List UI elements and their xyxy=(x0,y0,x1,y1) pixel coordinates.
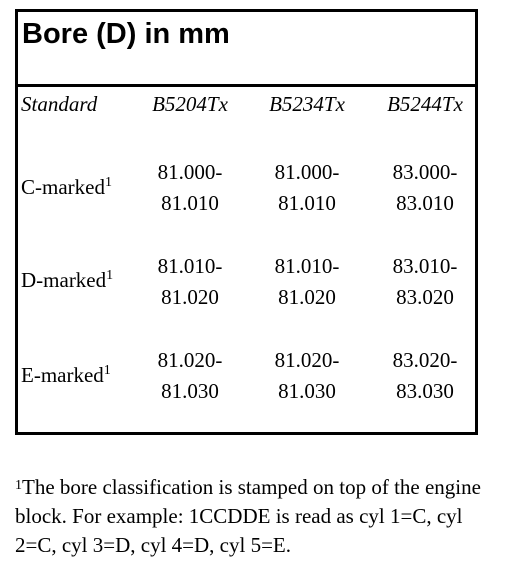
range-start: 83.020- xyxy=(392,348,458,372)
table-cell xyxy=(135,157,245,219)
range-end: 83.030 xyxy=(396,379,454,403)
range-end: 81.010 xyxy=(278,191,336,215)
header-b5234tx: B5234Tx xyxy=(269,92,345,116)
footnote xyxy=(15,473,495,560)
header-standard: Standard xyxy=(21,92,98,116)
table-cell xyxy=(370,157,480,219)
range-start: 81.010- xyxy=(157,254,223,278)
title-divider xyxy=(18,84,475,87)
row-label-e-marked xyxy=(21,360,111,390)
table-cell xyxy=(135,251,245,313)
range-start: 81.000- xyxy=(274,160,340,184)
range-end: 81.030 xyxy=(278,379,336,403)
range-end: 81.010 xyxy=(161,191,219,215)
range-end: 83.020 xyxy=(396,285,454,309)
footnote-ref: 1 xyxy=(103,363,111,378)
footnote-ref: 1 xyxy=(104,175,112,190)
table-cell xyxy=(370,345,480,407)
range-start: 81.020- xyxy=(274,348,340,372)
table-cell xyxy=(370,251,480,313)
table-cell xyxy=(252,251,362,313)
header-b5244tx: B5244Tx xyxy=(387,92,463,116)
footnote-ref: 1 xyxy=(106,268,114,283)
range-start: 81.000- xyxy=(157,160,223,184)
table-title: Bore (D) in mm xyxy=(22,18,230,50)
range-end: 81.030 xyxy=(161,379,219,403)
range-end: 83.010 xyxy=(396,191,454,215)
row-label-d-marked xyxy=(21,265,113,295)
range-start: 83.000- xyxy=(392,160,458,184)
footnote-text: The bore classification is stamped on top of the engine block. For example: 1CCDDE is read as cyl 1=C, cyl 2=C, cyl 3=D, cyl 4=D, cyl 5=E. xyxy=(15,475,481,557)
row-label-text: C-marked xyxy=(21,175,105,199)
row-label-text: D-marked xyxy=(21,268,107,292)
header-b5204tx: B5204Tx xyxy=(152,92,228,116)
range-start: 81.010- xyxy=(274,254,340,278)
table-cell xyxy=(252,345,362,407)
row-label-text: E-marked xyxy=(21,363,104,387)
range-end: 81.020 xyxy=(161,285,219,309)
table-cell xyxy=(252,157,362,219)
range-start: 81.020- xyxy=(157,348,223,372)
row-label-c-marked xyxy=(21,172,112,202)
bore-table-box xyxy=(15,9,478,435)
range-end: 81.020 xyxy=(278,285,336,309)
footnote-marker: 1 xyxy=(15,478,22,493)
table-cell xyxy=(135,345,245,407)
range-start: 83.010- xyxy=(392,254,458,278)
